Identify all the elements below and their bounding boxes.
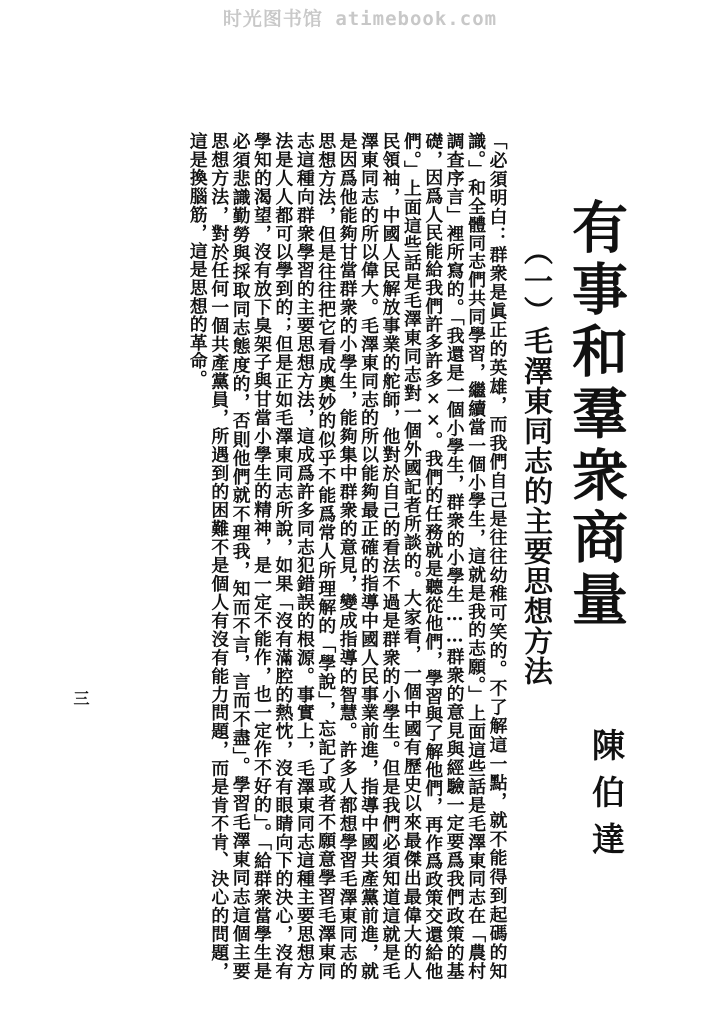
article-title: 有事和羣衆商量 <box>563 198 629 632</box>
section-heading: （一）毛澤東同志的主要思想方法 <box>520 236 554 686</box>
page-number: 三 <box>71 690 90 706</box>
article-body <box>150 132 508 980</box>
site-watermark: 时光图书馆 atimebook.com <box>222 7 498 30</box>
body-paragraph: 「必須明白：群衆是眞正的英雄，而我們自己是往往幼稚可笑的。不了解這一點，就不能得到起碼的知識。」和全體同志們共同學習，繼續當一個小學生，這就是我的志願。」上面這些話是毛澤東同志在「農村調查序言」裡所寫的。「我還是一個小學生，群衆的小學生……群衆的意見與經驗一定要爲我們政策的基礎，因爲人民能給我們許多許多××。我們的任務就是聽從他們，學習與了解他們，再作爲政策交還給他們。」上面這些話是毛澤東同志對一個外國記者所談的。大家看，一個中國有歷史以來最傑出最偉大的人民領袖，中國人民解放事業的舵師，他對於自己的看法不過是群衆的小學生。但是我們必須知道這就是毛澤東同志的所以偉大。毛澤東同志的所以能夠最正確的指導中國人民事業前進，指導中國共產黨前進，就是因爲他能夠甘當群衆的小學生，能夠集中群衆的意見，變成指導的智慧。許多人都想學習毛澤東同志的思想方法，但是往往把它看成奧妙的似乎不能爲常人所理解的「學說」，忘記了或者不願意學習毛澤東同志這種向群衆學習的主要思想方法，這成爲許多同志犯錯誤的根源。事實上，毛澤東同志這種主要思想方法是人人都可以學到的；但是正如毛澤東同志所說，如果「沒有滿腔的熱忱，沒有眼睛向下的決心，沒有學知的渴望，沒有放下臭架子與甘當小學生的精神，是一定不能作，也一定作不好的」。「給群衆當學生是必須悲識勤勞與採取同志態度的，否則他們就不理我，知而不言，言而不盡」。學習毛澤東同志這個主要思想方法，對於任何一個共產黨員，所遇到的困難不是個人有沒有能力問題，而是肯不肯、決心的問題，這是換腦筋，這是思想的革命。 <box>187 132 508 980</box>
author-name: 陳伯達 <box>587 728 626 869</box>
